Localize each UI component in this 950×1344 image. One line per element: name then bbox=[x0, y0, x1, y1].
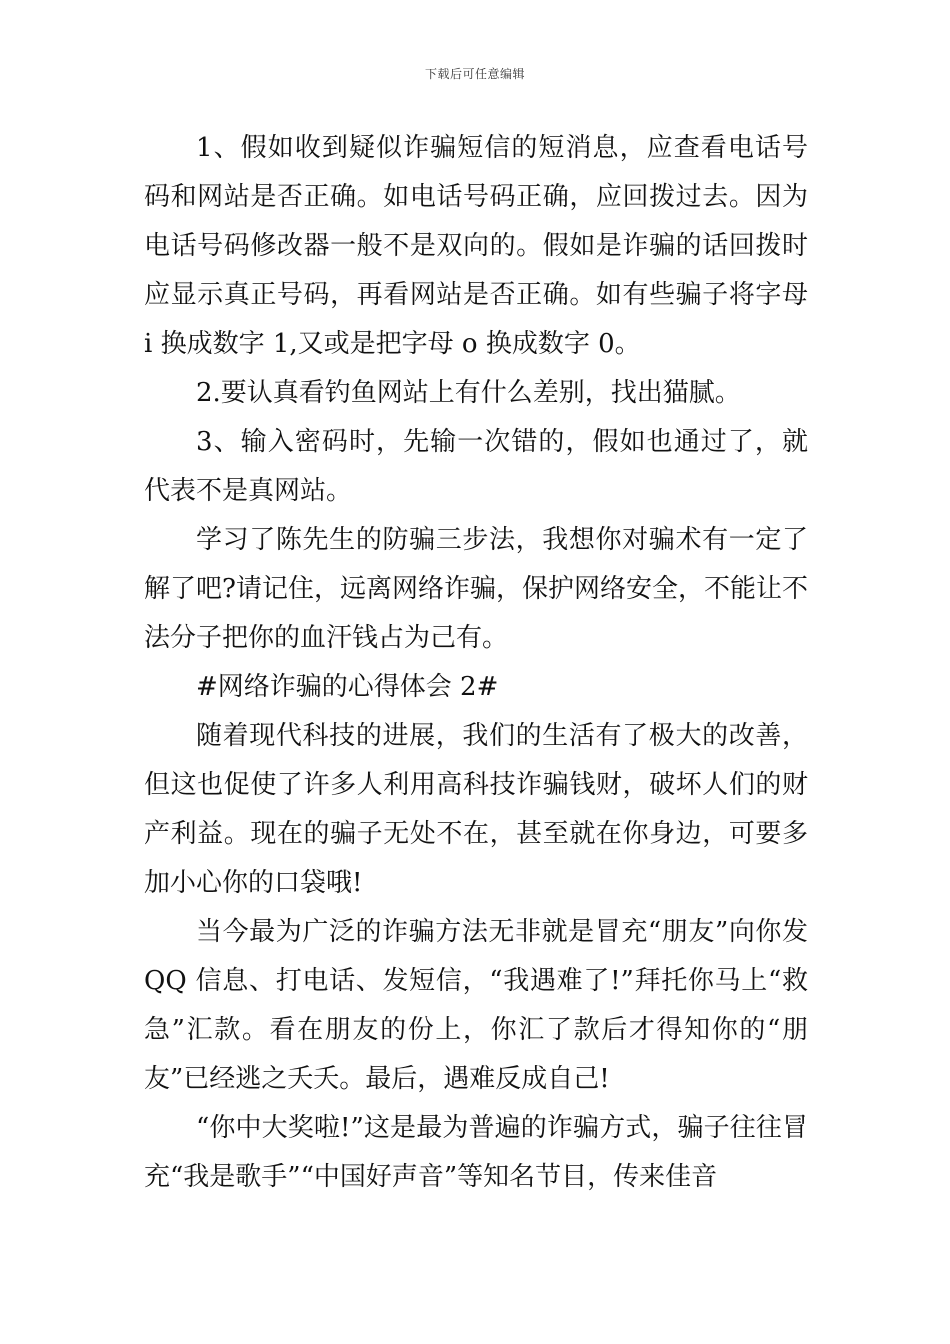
paragraph-intro: 随着现代科技的进展，我们的生活有了极大的改善，但这也促使了许多人利用高科技诈骗钱财，破坏人们的财产利益。现在的骗子无处不在，甚至就在你身边，可要多加小心你的口袋哦! bbox=[144, 721, 808, 898]
paragraph-anti-fraud-step-3: 3、输入密码时，先输一次错的，假如也通过了，就代表不是真网站。 bbox=[144, 427, 808, 506]
paragraph-anti-fraud-step-2: 2.要认真看钓鱼网站上有什么差别，找出猫腻。 bbox=[196, 378, 741, 408]
page-header: 下载后可任意编辑 bbox=[424, 67, 525, 81]
section-heading: #网络诈骗的心得体会 2# bbox=[196, 672, 499, 702]
paragraph-summary: 学习了陈先生的防骗三步法，我想你对骗术有一定了解了吧?请记住，远离网络诈骗，保护网络安全，不能让不法分子把你的血汗钱占为己有。 bbox=[144, 525, 808, 653]
document-body bbox=[144, 124, 808, 1202]
paragraph-prize-scam: “你中大奖啦!”这是最为普遍的诈骗方式，骗子往往冒充“我是歌手”“中国好声音”等知名节目，传来佳音 bbox=[144, 1113, 808, 1192]
paragraph-fake-friend: 当今最为广泛的诈骗方法无非就是冒充“朋友”向你发 QQ 信息、打电话、发短信，“我遇难了!”拜托你马上“救急”汇款。看在朋友的份上，你汇了款后才得知你的“朋友”已经逃之夭夭。最后，遇难反成自己! bbox=[144, 917, 808, 1094]
paragraph-anti-fraud-step-1: 1、假如收到疑似诈骗短信的短消息，应查看电话号码和网站是否正确。如电话号码正确，应回拨过去。因为电话号码修改器一般不是双向的。假如是诈骗的话回拨时应显示真正号码，再看网站是否正确。如有些骗子将字母 i 换成数字 1,又或是把字母 o 换成数字 0。 bbox=[144, 133, 808, 359]
